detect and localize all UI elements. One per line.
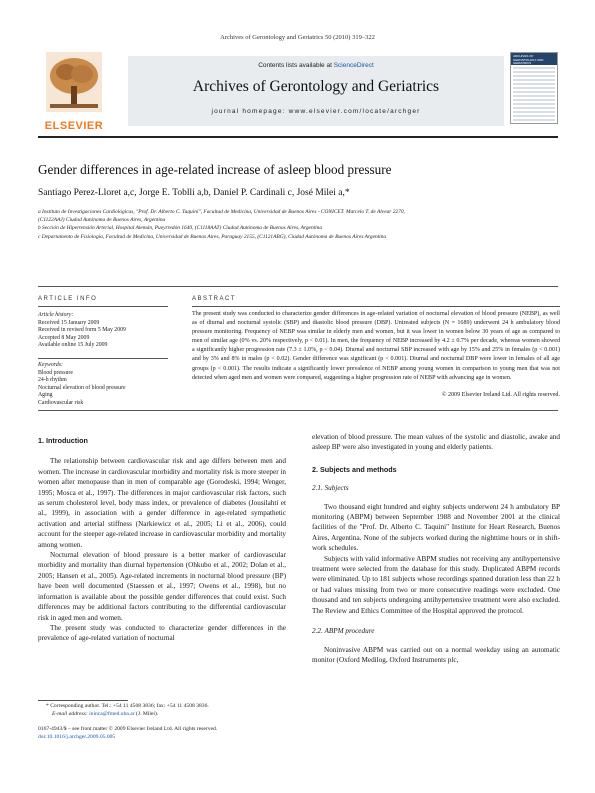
article-info-label: ARTICLE INFO (38, 296, 98, 302)
affiliation-a-cont: (C1122AAJ) Ciudad Autónoma de Buenos Aires, Argentina (38, 217, 166, 224)
keyword-item: Blood pressure (38, 369, 73, 376)
journal-header (38, 48, 558, 132)
abstract-label: ABSTRACT (192, 296, 237, 302)
intro-heading: 1. Introduction (38, 436, 88, 445)
elsevier-logo[interactable] (38, 52, 110, 132)
abstract-copyright: © 2009 Elsevier Ireland Ltd. All rights reserved. (441, 392, 560, 398)
info-top-rule (38, 286, 558, 287)
elsevier-tree-icon (46, 52, 102, 112)
history-rule (38, 358, 168, 359)
doi-link[interactable]: doi:10.1016/j.archger.2009.05.005 (38, 733, 116, 740)
affiliation-c: c Departamento de Fisiología, Facultad de Medicina, Universidad de Buenos Aires, Paraguay 2155, (C1121ABG), Ciudad Autónoma de Buenos Aires Argentina (38, 233, 387, 240)
abpm-heading: 2.2. ABPM procedure (312, 627, 375, 636)
email-line (38, 711, 286, 719)
journal-title: Archives of Gerontology and Geriatrics (192, 78, 440, 95)
abpm-paragraph-1: Noninvasive ABPM was carried out on a normal weekday using an automatic monitor (Oxford Medilog, Oxford Instruments plc, (312, 645, 560, 664)
affiliation-b: b Sección de Hipertensión Arterial, Hospital Alemán, Pueyrredón 1640, (C1118AAT) Ciudad Autónoma de Buenos Aires, Argentina (38, 225, 323, 232)
publisher-name: ELSEVIER (44, 120, 104, 132)
keyword-item: 24-h rhythm (38, 377, 67, 384)
email-link[interactable]: ininca@fmed.uba.ar (89, 710, 135, 717)
footnote-rule (38, 700, 128, 701)
abstract-text: The present study was conducted to characterize gender differences in age-related variation of nocturnal elevation of blood pressure (NEBP), as well as of diurnal and nocturnal systolic (SBP) and diastolic blood pressure (DBP). Untreated subjects (N = 1689) underwent 24 h ambulatory blood pressure monitoring. Frequency of NEBP was similar in elderly men and women, but it was lower in women below 30 years of age as compared to men of similar age (0% vs. 20% respectively, p < 0.01). In men, the frequency of NEBP increased by 4.2 ± 0.7% per decade, whereas women showed a significantly higher progression rate (7.3 ± 1.0%, p < 0.04). Diurnal and nocturnal SBP increased with age by 15% and 25% in females (p < 0.001) and by 3% and 8% in males (p < 0.02). Gender difference was significant (p < 0.001). Diurnal and nocturnal DBP were lower in females of all age groups (p < 0.001). The results indicate a significantly lower prevalence of NEBP among young women in comparison to young men that was not detected when aged men and women were compared, suggesting a higher progression rate of NEBP with advancing age in women. (192, 311, 560, 381)
keywords-heading: Keywords: (38, 362, 63, 368)
sciencedirect-link[interactable]: ScienceDirect (333, 62, 374, 69)
abstract-label-rule (192, 306, 560, 307)
history-accepted: Accepted 8 May 2009 (38, 334, 90, 341)
journal-homepage-link[interactable]: journal homepage: www.elsevier.com/locate/archger (211, 108, 421, 115)
keyword-item: Cardiovascular risk (38, 399, 84, 406)
affiliation-a: a Instituto de Investigaciones Cardiológicas, "Prof. Dr. Alberto C. Taquini", Facultad de Medicina, Universidad de Buenos Aires - CONICET. Marcelo T. de Alvear 2270, (38, 209, 405, 215)
right-column (312, 432, 560, 665)
article-history (38, 312, 168, 350)
subjects-paragraph-2: Subjects with valid informative ABPM studies not receiving any antihypertensive treatment were selected from the database for this study. Duplicated ABPM records were eliminated. Up to 181 subjects whose recordings spanned duration less than 22 h or had values missing from two or more consecutive readings were excluded. One thousand and ten subjects undergoing antihypertensive treatment were also excluded. The Review and Ethics Committee of the Hospital approved the protocol. (312, 554, 560, 615)
keyword-item: Aging (38, 392, 53, 399)
corresponding-author: * Corresponding author. Tel.: +54 11 4508 3836; fax: +54 11 4508 3836. (46, 703, 209, 709)
history-heading: Article history: (38, 312, 74, 318)
cover-header (511, 53, 557, 65)
masthead (128, 56, 504, 126)
methods-heading: 2. Subjects and methods (312, 464, 397, 474)
intro-paragraph-2: Nocturnal elevation of blood pressure is a better marker of cardiovascular morbidity and mortality than diurnal hypertension (Ohkubo et al., 2002; Dolan et al., 2005; Hansen et al., 2005). Age-related increments in nocturnal blood pressure (BP) have been well documented (Staessen et al., 1997; Owens et al., 1998), but no information is available about the possible gender differences that could exist. Such differences may be additional factors contributing to the differential cardiovascular risk in aged men and women. (38, 551, 286, 622)
intro-paragraph-3: The present study was conducted to characterize gender differences in the prevalence of age-related variation of nocturnal (38, 623, 286, 643)
history-online: Available online 15 July 2009 (38, 342, 108, 349)
info-label-rule (38, 306, 168, 307)
subjects-heading: 2.1. Subjects (312, 484, 349, 493)
history-revised: Received in revised form 5 May 2009 (38, 327, 126, 334)
keyword-item: Nocturnal elevation of blood pressure (38, 384, 126, 391)
email-suffix: (J. Milei). (134, 710, 159, 717)
footnote (38, 703, 286, 718)
header-rule (38, 136, 558, 138)
keywords (38, 362, 168, 408)
subjects-paragraph-1: Two thousand eight hundred and eighty subjects underwent 24 h ambulatory BP monitoring (ABPM) between September 1988 and November 2001 at the clinical facilities of the "Prof. Dr. Alberto C. Taquini" Institute for Heart Research, Buenos Aires, Argentina. None of the subjects worked during the nighttime hours or in shift-work schedules. (312, 502, 560, 553)
intro-paragraph-1: The relationship between cardiovascular risk and age differs between men and women. The increase in cardiovascular morbidity and mortality risk is more steeper in women after menopause than in men of comparable age (Gorodeski, 1994; Wenger, 1995; Mosca et al., 1997). The differences in major cardiovascular risk factors, such as serum cholesterol level, body mass index, or prevalence of diabetes (Jousilahti et al., 1999), in association with a gender difference in age-related sympathetic activation and arterial stiffness (Narkiewicz et al., 2005; Li et al., 2006), could account for the steeper age-related increase in cardiovascular morbidity and mortality among women. (38, 457, 286, 549)
cover-title: ARCHIVES OF GERONTOLOGY AND GERIATRICS (513, 54, 544, 66)
issn-block (38, 726, 286, 741)
journal-cover-thumbnail[interactable] (510, 52, 558, 124)
history-received: Received 15 January 2009 (38, 319, 100, 326)
abstract-bottom-rule (38, 410, 558, 411)
running-head: Archives of Gerontology and Geriatrics 50 (2010) 319–322 (220, 34, 375, 41)
intro-paragraph-3-cont: elevation of blood pressure. The mean values of the systolic and diastolic, awake and asleep BP were also investigated in young and elderly patients. (312, 433, 560, 452)
contents-prefix: Contents lists available at (258, 62, 334, 69)
article-title: Gender differences in age-related increase of asleep blood pressure (38, 162, 392, 177)
contents-line (128, 62, 504, 69)
author-list: Santiago Perez-Lloret a,c, Jorge E. Toblli a,b, Daniel P. Cardinali c, José Milei a,* (38, 188, 350, 198)
affiliations (38, 208, 558, 241)
left-column (38, 436, 286, 644)
email-prefix: E-mail address: (52, 710, 90, 717)
cover-body (513, 67, 555, 121)
issn-line: 0167-4943/$ – see front matter © 2009 Elsevier Ireland Ltd. All rights reserved. (38, 726, 218, 732)
